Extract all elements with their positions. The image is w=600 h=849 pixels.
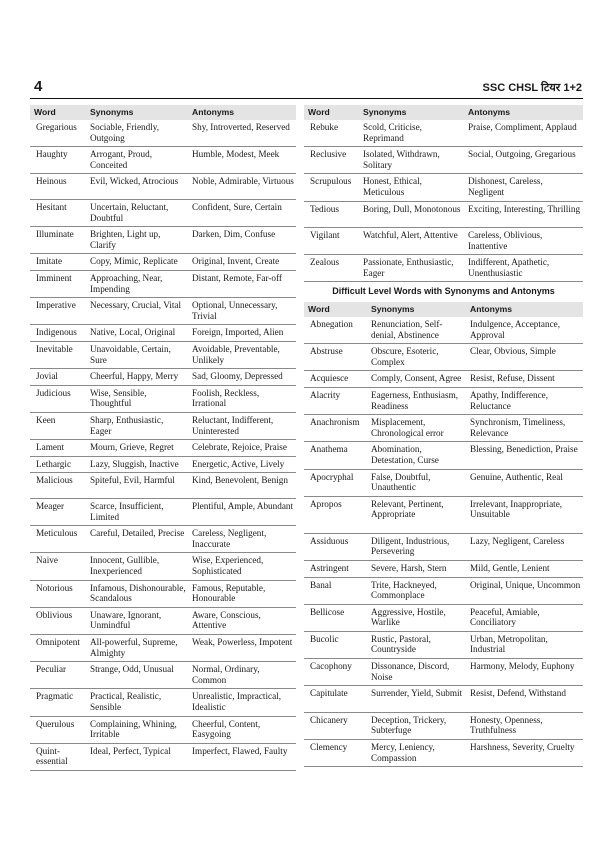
word-cell: Hesitant xyxy=(30,200,86,227)
table-row xyxy=(30,227,296,254)
synonyms-cell: Scold, Criticise, Reprimand xyxy=(359,120,464,147)
table-row xyxy=(30,271,296,298)
synonyms-cell: Unaware, Ignorant, Unmindful xyxy=(86,607,188,634)
antonyms-cell: Apathy, Indifference, Reluctance xyxy=(466,387,583,414)
table-row xyxy=(30,499,296,526)
antonyms-cell: Mild, Gentle, Lenient xyxy=(466,560,583,577)
table-row xyxy=(304,201,583,228)
synonyms-cell: Eagerness, Enthusiasm, Readiness xyxy=(367,387,466,414)
word-cell: Notorious xyxy=(30,580,86,607)
word-cell: Banal xyxy=(304,577,367,604)
synonyms-cell: Trite, Hackneyed, Commonplace xyxy=(367,577,466,604)
column-header-synonyms: Synonyms xyxy=(367,302,466,317)
word-cell: Malicious xyxy=(30,473,86,499)
word-cell: Omnipotent xyxy=(30,634,86,661)
table-row xyxy=(304,604,583,631)
word-cell: Inevitable xyxy=(30,342,86,369)
antonyms-cell: Wise, Experienced, Sophisticated xyxy=(188,553,296,580)
antonyms-cell: Original, Invent, Create xyxy=(188,254,296,271)
antonyms-cell: Resist, Defend, Withstand xyxy=(466,686,583,713)
table-row xyxy=(304,415,583,442)
column-header-antonyms: Antonyms xyxy=(466,302,583,317)
column-header-synonyms: Synonyms xyxy=(86,105,188,120)
table-header-row xyxy=(304,302,583,317)
word-cell: Clemency xyxy=(304,739,367,766)
page-number: 4 xyxy=(34,78,43,95)
word-cell: Capitulate xyxy=(304,686,367,713)
word-cell: Apropos xyxy=(304,496,367,533)
antonyms-cell: Avoidable, Preventable, Unlikely xyxy=(188,342,296,369)
word-cell: Judicious xyxy=(30,385,86,412)
word-cell: Imperative xyxy=(30,298,86,325)
table-row xyxy=(30,634,296,661)
word-cell: Naive xyxy=(30,553,86,580)
synonyms-cell: Deception, Trickery, Subterfuge xyxy=(367,712,466,739)
antonyms-cell: Confident, Sure, Certain xyxy=(188,200,296,227)
table-row xyxy=(30,440,296,457)
antonyms-cell: Original, Unique, Uncommon xyxy=(466,577,583,604)
page-header xyxy=(30,78,582,98)
word-cell: Zealous xyxy=(304,255,359,282)
synonyms-cell: Unavoidable, Certain, Sure xyxy=(86,342,188,369)
synonyms-cell: Infamous, Dishonourable, Scandalous xyxy=(86,580,188,607)
word-cell: Querulous xyxy=(30,716,86,743)
antonyms-cell: Genuine, Authentic, Real xyxy=(466,469,583,496)
synonyms-cell: Evil, Wicked, Atrocious xyxy=(86,174,188,200)
table-row xyxy=(30,200,296,227)
word-cell: Pragmatic xyxy=(30,689,86,716)
synonyms-cell: Cheerful, Happy, Merry xyxy=(86,369,188,386)
antonyms-cell: Indifferent, Apathetic, Unenthusiastic xyxy=(464,255,583,282)
table-row xyxy=(304,228,583,255)
antonyms-cell: Noble, Admirable, Virtuous xyxy=(188,174,296,200)
word-cell: Lethargic xyxy=(30,456,86,473)
table-row xyxy=(304,120,583,147)
synonyms-cell: Sharp, Enthusiastic, Eager xyxy=(86,412,188,439)
antonyms-cell: Dishonest, Careless, Negligent xyxy=(464,174,583,201)
synonyms-cell: Obscure, Esoteric, Complex xyxy=(367,344,466,371)
antonyms-cell: Foolish, Reckless, Irrational xyxy=(188,385,296,412)
column-header-word: Word xyxy=(30,105,86,120)
synonyms-cell: Practical, Realistic, Sensible xyxy=(86,689,188,716)
synonyms-cell: Watchful, Alert, Attentive xyxy=(359,228,464,255)
word-cell: Bucolic xyxy=(304,631,367,658)
word-cell: Astringent xyxy=(304,560,367,577)
table-row xyxy=(30,607,296,634)
word-cell: Abstruse xyxy=(304,344,367,371)
synonyms-cell: Innocent, Gullible, Inexperienced xyxy=(86,553,188,580)
antonyms-cell: Honesty, Openness, Truthfulness xyxy=(466,712,583,739)
table-header-row xyxy=(304,105,583,120)
table-row xyxy=(30,716,296,743)
word-cell: Apocryphal xyxy=(304,469,367,496)
table-row xyxy=(304,255,583,282)
table-row xyxy=(30,120,296,147)
table-row xyxy=(30,385,296,412)
word-cell: Alacrity xyxy=(304,387,367,414)
word-cell: Chicanery xyxy=(304,712,367,739)
antonyms-cell: Reluctant, Indifferent, Uninterested xyxy=(188,412,296,439)
antonyms-cell: Foreign, Imported, Alien xyxy=(188,325,296,342)
vocabulary-table-right xyxy=(304,105,583,282)
table-row xyxy=(304,631,583,658)
synonyms-cell: Aggressive, Hostile, Warlike xyxy=(367,604,466,631)
antonyms-cell: Exciting, Interesting, Thrilling xyxy=(464,201,583,228)
antonyms-cell: Praise, Compliment, Applaud xyxy=(464,120,583,147)
table-row xyxy=(304,533,583,560)
synonyms-cell: Dissonance, Discord, Noise xyxy=(367,659,466,686)
word-cell: Imitate xyxy=(30,254,86,271)
table-row xyxy=(304,469,583,496)
word-cell: Tedious xyxy=(304,201,359,228)
word-cell: Gregarious xyxy=(30,120,86,147)
synonyms-cell: Native, Local, Original xyxy=(86,325,188,342)
table-row xyxy=(30,553,296,580)
antonyms-cell: Unrealistic, Impractical, Idealistic xyxy=(188,689,296,716)
table-row xyxy=(304,147,583,174)
table-header-row xyxy=(30,105,296,120)
antonyms-cell: Harshness, Severity, Cruelty xyxy=(466,739,583,766)
word-cell: Quint-essential xyxy=(30,743,86,770)
synonyms-cell: Uncertain, Reluctant, Doubtful xyxy=(86,200,188,227)
table-row xyxy=(30,743,296,770)
table-row xyxy=(304,560,583,577)
table-row xyxy=(30,325,296,342)
table-row xyxy=(304,686,583,713)
synonyms-cell: Boring, Dull, Monotonous xyxy=(359,201,464,228)
synonyms-cell: Diligent, Industrious, Persevering xyxy=(367,533,466,560)
antonyms-cell: Normal, Ordinary, Common xyxy=(188,662,296,689)
antonyms-cell: Imperfect, Flawed, Faulty xyxy=(188,743,296,770)
antonyms-cell: Social, Outgoing, Gregarious xyxy=(464,147,583,174)
antonyms-cell: Clear, Obvious, Simple xyxy=(466,344,583,371)
word-cell: Illuminate xyxy=(30,227,86,254)
table-row xyxy=(30,369,296,386)
antonyms-cell: Careless, Oblivious, Inattentive xyxy=(464,228,583,255)
synonyms-cell: Sociable, Friendly, Outgoing xyxy=(86,120,188,147)
table-row xyxy=(304,739,583,766)
book-title: SSC CHSL टियर 1+2 xyxy=(482,82,582,94)
antonyms-cell: Sad, Gloomy, Depressed xyxy=(188,369,296,386)
antonyms-cell: Famous, Reputable, Honourable xyxy=(188,580,296,607)
table-row xyxy=(30,298,296,325)
table-row xyxy=(304,317,583,344)
synonyms-cell: Spiteful, Evil, Harmful xyxy=(86,473,188,499)
synonyms-cell: False, Doubtful, Unauthentic xyxy=(367,469,466,496)
antonyms-cell: Energetic, Active, Lively xyxy=(188,456,296,473)
word-cell: Indigenous xyxy=(30,325,86,342)
column-header-synonyms: Synonyms xyxy=(359,105,464,120)
word-cell: Jovial xyxy=(30,369,86,386)
antonyms-cell: Indulgence, Acceptance, Approval xyxy=(466,317,583,344)
antonyms-cell: Careless, Negligent, Inaccurate xyxy=(188,526,296,553)
antonyms-cell: Peaceful, Amiable, Conciliatory xyxy=(466,604,583,631)
synonyms-cell: Wise, Sensible, Thoughtful xyxy=(86,385,188,412)
word-cell: Rebuke xyxy=(304,120,359,147)
column-header-antonyms: Antonyms xyxy=(188,105,296,120)
antonyms-cell: Blessing, Benediction, Praise xyxy=(466,442,583,469)
antonyms-cell: Kind, Benevolent, Benign xyxy=(188,473,296,499)
table-row xyxy=(30,147,296,174)
vocabulary-table-left xyxy=(30,105,296,771)
table-row xyxy=(304,442,583,469)
table-row xyxy=(304,659,583,686)
synonyms-cell: Scarce, Insufficient, Limited xyxy=(86,499,188,526)
antonyms-cell: Resist, Refuse, Dissent xyxy=(466,371,583,388)
word-cell: Keen xyxy=(30,412,86,439)
table-row xyxy=(30,254,296,271)
synonyms-cell: Necessary, Crucial, Vital xyxy=(86,298,188,325)
synonyms-cell: Comply, Consent, Agree xyxy=(367,371,466,388)
synonyms-cell: Abomination, Detestation, Curse xyxy=(367,442,466,469)
word-cell: Vigilant xyxy=(304,228,359,255)
word-cell: Abnegation xyxy=(304,317,367,344)
column-header-word: Word xyxy=(304,302,367,317)
synonyms-cell: Rustic, Pastoral, Countryside xyxy=(367,631,466,658)
word-cell: Anachronism xyxy=(304,415,367,442)
difficult-words-table xyxy=(304,302,583,767)
synonyms-cell: All-powerful, Supreme, Almighty xyxy=(86,634,188,661)
table-row xyxy=(304,496,583,533)
header-rule xyxy=(30,98,583,99)
table-row xyxy=(304,712,583,739)
word-cell: Assiduous xyxy=(304,533,367,560)
synonyms-cell: Surrender, Yield, Submit xyxy=(367,686,466,713)
table-row xyxy=(30,342,296,369)
word-cell: Reclusive xyxy=(304,147,359,174)
synonyms-cell: Honest, Ethical, Meticulous xyxy=(359,174,464,201)
table-row xyxy=(30,412,296,439)
table-row xyxy=(30,689,296,716)
antonyms-cell: Weak, Powerless, Impotent xyxy=(188,634,296,661)
column-header-antonyms: Antonyms xyxy=(464,105,583,120)
synonyms-cell: Misplacement, Chronological error xyxy=(367,415,466,442)
table-row xyxy=(30,456,296,473)
antonyms-cell: Plentiful, Ample, Abundant xyxy=(188,499,296,526)
synonyms-cell: Relevant, Pertinent, Appropriate xyxy=(367,496,466,533)
synonyms-cell: Arrogant, Proud, Conceited xyxy=(86,147,188,174)
table-row xyxy=(30,580,296,607)
table-row xyxy=(304,174,583,201)
synonyms-cell: Severe, Harsh, Stern xyxy=(367,560,466,577)
antonyms-cell: Synchronism, Timeliness, Relevance xyxy=(466,415,583,442)
table-row xyxy=(30,662,296,689)
table-row xyxy=(30,174,296,200)
antonyms-cell: Urban, Metropolitan, Industrial xyxy=(466,631,583,658)
antonyms-cell: Distant, Remote, Far-off xyxy=(188,271,296,298)
word-cell: Haughty xyxy=(30,147,86,174)
word-cell: Scrupulous xyxy=(304,174,359,201)
synonyms-cell: Mourn, Grieve, Regret xyxy=(86,440,188,457)
synonyms-cell: Lazy, Sluggish, Inactive xyxy=(86,456,188,473)
word-cell: Meticulous xyxy=(30,526,86,553)
word-cell: Cacophony xyxy=(304,659,367,686)
word-cell: Heinous xyxy=(30,174,86,200)
table-row xyxy=(304,344,583,371)
synonyms-cell: Mercy, Leniency, Compassion xyxy=(367,739,466,766)
table-row xyxy=(304,371,583,388)
table-row xyxy=(30,526,296,553)
synonyms-cell: Passionate, Enthusiastic, Eager xyxy=(359,255,464,282)
synonyms-cell: Strange, Odd, Unusual xyxy=(86,662,188,689)
word-cell: Imminent xyxy=(30,271,86,298)
synonyms-cell: Careful, Detailed, Precise xyxy=(86,526,188,553)
word-cell: Peculiar xyxy=(30,662,86,689)
antonyms-cell: Irrelevant, Inappropriate, Unsuitable xyxy=(466,496,583,533)
antonyms-cell: Aware, Conscious, Attentive xyxy=(188,607,296,634)
word-cell: Lament xyxy=(30,440,86,457)
section-heading-difficult-words: Difficult Level Words with Synonyms and Antonyms xyxy=(332,286,555,296)
word-cell: Acquiesce xyxy=(304,371,367,388)
synonyms-cell: Brighten, Light up, Clarify xyxy=(86,227,188,254)
synonyms-cell: Complaining, Whining, Irritable xyxy=(86,716,188,743)
word-cell: Bellicose xyxy=(304,604,367,631)
word-cell: Anathema xyxy=(304,442,367,469)
column-header-word: Word xyxy=(304,105,359,120)
table-row xyxy=(30,473,296,499)
table-row xyxy=(304,577,583,604)
word-cell: Oblivious xyxy=(30,607,86,634)
antonyms-cell: Humble, Modest, Meek xyxy=(188,147,296,174)
table-row xyxy=(304,387,583,414)
antonyms-cell: Darken, Dim, Confuse xyxy=(188,227,296,254)
antonyms-cell: Cheerful, Content, Easygoing xyxy=(188,716,296,743)
antonyms-cell: Lazy, Negligent, Careless xyxy=(466,533,583,560)
synonyms-cell: Approaching, Near, Impending xyxy=(86,271,188,298)
synonyms-cell: Renunciation, Self-denial, Abstinence xyxy=(367,317,466,344)
antonyms-cell: Harmony, Melody, Euphony xyxy=(466,659,583,686)
synonyms-cell: Isolated, Withdrawn, Solitary xyxy=(359,147,464,174)
antonyms-cell: Shy, Introverted, Reserved xyxy=(188,120,296,147)
antonyms-cell: Celebrate, Rejoice, Praise xyxy=(188,440,296,457)
synonyms-cell: Ideal, Perfect, Typical xyxy=(86,743,188,770)
word-cell: Meager xyxy=(30,499,86,526)
synonyms-cell: Copy, Mimic, Replicate xyxy=(86,254,188,271)
antonyms-cell: Optional, Unnecessary, Trivial xyxy=(188,298,296,325)
